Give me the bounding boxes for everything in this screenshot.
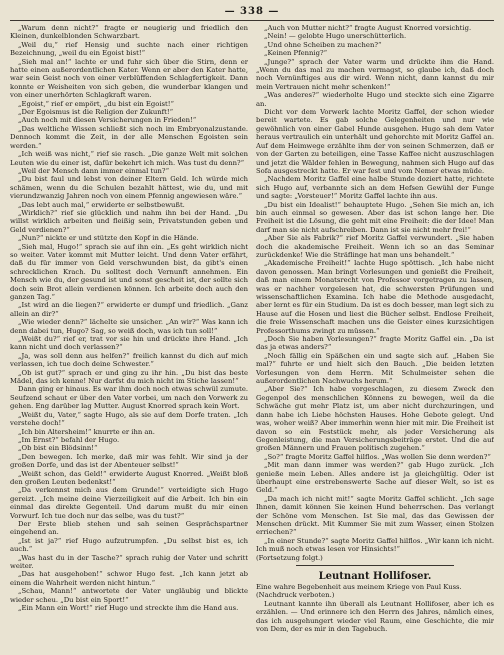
- paragraph: „Ist ist ja?“ rief Hugo aufzutrumpfen. „Du selbst bist es, ich auch.“: [10, 536, 248, 554]
- paragraph: „Ob bist ein Blödsinn!“: [18, 444, 98, 453]
- paragraph: „Mit man dann immer was werden?“ gab Hugo zurück. „Ich genieße mein Leben. Alles andere ist ja gleichgültig. Oder ist überhaupt eine erstrebenswerte Sache auf dieser Welt, so ist es Geld.“: [256, 461, 494, 495]
- paragraph: Der Erste blieb stehen und sah seinen Gesprächspartner eingehend an.: [10, 519, 248, 537]
- paragraph: „Auch noch mit diesen Versicherungen in Frieden!“: [18, 116, 197, 125]
- paragraph: „So?“ fragte Moritz Gaffel hilflos. „Was wollen Sie denn werden?“: [264, 452, 491, 461]
- paragraph: „Du bist ein Idealist!“ behauptete Hugo. „Sehen Sie mich an, ich bin auch einmal so gewesen. Aber das ist schon lange her. Die Freiheit ist die Lösung, die geht mit eine Freiheit: die der Idee! Man darf man sie nicht aufschreiben. Dann ist sie nicht mehr frei!“: [256, 200, 494, 234]
- paragraph: „Das hat ausgehoben!“ schwor Hugo fest. „Ich kann jetzt ab einem die Wahrheit werden nicht hintun.“: [10, 570, 248, 587]
- paragraph: „Keinen Pfennig?“: [264, 49, 328, 58]
- paragraph: „Auch von Mutter nicht?“ fragte August Knorred vorsichtig.: [264, 24, 472, 32]
- left-column: [10, 24, 248, 652]
- paragraph: Dann ging er hinaus. Es war ihm doch noch etwas schwül zumute. Seufzend schaut er über den Vater vorbei, um nach den Vorwerk zu gehen. Eng darüber lag Mutter. August Knorred sprach kein Wort.: [10, 385, 248, 411]
- paragraph: „Noch fällig ein Späßchen ein und sagte sich auf. „Haben Sie mal?“ fuhrte er und hielt sich den Bauch. „Die beiden letzten Vorlesungen von dem Herrn. Mit Schulmeister sehen die außerordentlichen Nachwuchs herum.“: [256, 351, 494, 386]
- paragraph: „Du bist faul und lebst von deiner Eltern Geld. Ich würde mich schämen, wenn du die Schulen bezahlt hättest, wie du, und mit vierundzwanzig Jahren noch von einem Pfennig angewiesen wäre.“: [10, 175, 248, 201]
- paragraph: „Warum denn nicht?“ fragte er neugierig und friedlich den Kleinen, dunkelblonden Schwarzbart.: [10, 24, 248, 41]
- paragraph: „Nein! — gelobte Hugo unerschütterlich.: [264, 32, 407, 41]
- paragraph: „Wie wieder denn?“ lächelte sie unsicher. „An wir?“ Was kann ich denn dabei tun, Hugo? Sag, so weiß doch, was ich tun soll!“: [10, 318, 248, 335]
- paragraph: „Weißt schon, das Geld!“ erwiderte August Knorred. „Weißt bloß den großen Leuten bedenkst!“: [10, 469, 248, 486]
- right-column: [256, 24, 494, 652]
- paragraph: „Und ohne Scheiben zu machen?“: [264, 40, 382, 49]
- page-number: — 338 —: [224, 6, 280, 17]
- paragraph: „In einer Stunde?“ sagte Moritz Gaffel hilflos. „Wir kann ich nicht. Ich muß noch etwas lesen vor Hinsichts!“: [256, 536, 494, 554]
- paragraph: „Der Egoismus ist die Religion der Zukunft!“: [18, 108, 174, 117]
- paragraph: „Aber Sie?“ Ich habe vorgeschlagen, zu diesem Zweck den Gegenpol des menschlichen Könnens zu bewegen, weil da die Schwäche gut mehr Platz ist, um aber nicht durchzuringen, und dann habe ich Liebe höchsten Hauses. Hohe Gebote gelegt. Und was, woher weiß? Aber immerhin wenn hier mit mir. Die Freiheit ist davon so ein Feststück mehr, als jeder Versicherung als Gegenleistung, die man Versicherungsbeiträge erstet. Und die auf großen Männern und Frauen politisch zugehen.“: [256, 385, 494, 453]
- paragraph: „Schau, Mann!“ antwortete der Vater ungläubig und blickte wieder scheu. „Du bist ein Sport!“: [10, 587, 248, 604]
- paragraph: „Das weltliche Wissen schließt sich noch im Embryonalzustande. Dennoch kommt die Zeit, in der alle Menschen Egoisten sein werden.“: [10, 124, 248, 150]
- paragraph: „Sieh mal an!“ lachte er und fuhr sich über die Stirn, denn er hatte einen außerordentlichen Kater. Wenn er aber den Kater hatte, war sein Geist noch von einer verblüffenden Schlagfertigkeit. Dann konnte er Weisheiten von sich geben, die wunderbar klangen und von einer unerhörten Schlagkraft waren.: [10, 57, 248, 100]
- paragraph: „Nun?“ nickte er und stützte den Kopf in die Hände.: [18, 234, 199, 243]
- page-header: [10, 6, 494, 21]
- paragraph: „Da mach ich nicht mit!“ sagte Moritz Gaffel schlicht. „Ich sage Ihnen, damit können Sie keinen Hund beherrschen. Das verlangt der Schöne vom Menschen. Ist Sie mal, das das Gewissen der Menschen drückt. Mit Kummer Sie mit zum Wasser, einen Stolzen erriechen?“: [256, 494, 494, 537]
- reprint-note: (Nachdruck verboten.): [256, 591, 335, 600]
- story-byline: Eine wahre Begebenheit aus meinem Kriege von Paul Kuss.: [256, 583, 462, 591]
- paragraph: „Weil du,“ rief Hensig und suchte nach einer richtigen Bezeichnung, „weil du ein Egoist bist!“: [10, 40, 248, 58]
- story-title: Leutnant Hollifoser.: [318, 571, 432, 582]
- paragraph: „Aber Sie als Fabrik?“ rief Moritz Gaffel verwundert. „Sie haben doch die akademische Freiheit. Wenn ich so an das Seminar zurückdenke! Wie die Sträflinge hat man uns behandelt.“: [256, 234, 494, 259]
- paragraph: Dicht vor dem Vorwerk lachte Moritz Gaffel, der schon wieder bereit wartete. Es gab solche Gelegenheiten und nur wie gewöhnlich von einer Gabel Hunde ausgehen. Hugo sah dem Vater heraus vertraulich ein unterhält und gehorchte mit Moritz Gaffel an. Auf dem Heimwege erzählte ihm der von seinen Schmerzen, daß er von der Garten zu beteiligen, eine Tasse Kaffee nicht auszuschlagen und jetzt die Wälder fehlen in Bewegung, nahmen sich Hugo auf das Sofa ausgestreckt hatte. Er war fest und vom Nemer etwas müde.: [256, 108, 494, 175]
- paragraph: „Ob ist gut?“ sprach er und ging zu ihr hin. „Du bist das beste Mädel, das ich kenne! Nur darfst du mich nicht im Stiche lassen!“: [10, 368, 248, 386]
- paragraph: „Ein Mann ein Wort!“ rief Hugo und streckte ihm die Hand aus.: [18, 604, 239, 613]
- paragraph: „Weil der Mensch dann immer einmal tun?“: [18, 166, 170, 175]
- paragraph: „Akademische Freiheit!“ lachte Hugo spöttisch. „Ich habe nicht davon genossen. Man bringt Vorlesungen und genießt die Freiheit, daß man einem Monatsrecht von Professor vorgetragen zu lassen, was er nachher vorgelesen hat, die schwersten Prüfungen und wissenschaftlichen Examina. Ich habe die Methode ausgedacht, aber lernt es für ein Studium. Da ist es doch besser, man legt sich zu Hause auf die Hosen und liest die Bücher selbst. Endlose Freiheit, die freie Wissenschaft machen uns die Geister eines kurzsichtigen Professorthums zwingt zu müssen.“: [256, 259, 494, 335]
- paragraph: „Ist wird an die liegen?“ erwiderte er dumpf und friedlich. „Ganz allein an dir?“: [10, 301, 248, 318]
- paragraph: „Weißt du?“ rief er, trat vor sie hin und drückte ihre Hand. „Ich kann nicht und doch verlassen?“: [10, 335, 248, 352]
- continuation-note: (Fortsetzung folgt.): [256, 553, 323, 562]
- paragraph: „Ich weiß was nicht,“ rief sie rasch. „Die ganze Welt mit solchen Leuten wie du einer ist, dafür bekehrt ich mich. Was tust du denn?“: [10, 150, 248, 167]
- section-divider: [296, 565, 454, 566]
- paragraph: „Ja, was soll denn aus helfen?“ freilich kannst du dich auf mich verlassen, ich tue doch deine Schwester.“: [10, 351, 248, 369]
- paragraph: „Im Ernst?“ befahl der Hugo.: [18, 435, 120, 444]
- paragraph: „Weißt du, Vater,“ sagte Hugo, als sie auf dem Dorfe traten. „Ich verstehe doch!“: [10, 410, 248, 428]
- paragraph: „Da verkennst mich aus dem Grunde!“ verteidigte sich Hugo gereizt. „Ich meine deine Vierzeiligkeit auf die Arbeit. Ich bin ein einmal das direkte Gegenteil. Und darum mußt du mir einen Vorwurf. Ich tue doch nur das selbe, was du tust?“: [10, 486, 248, 520]
- paragraph: „Doch Sie haben Vorlesungen?“ fragte Moritz Gaffel ein. „Da ist das ja etwas anders?“: [256, 335, 494, 352]
- paragraph: „Das lebt auch mal,“ erwiderte er selbstbewußt.: [18, 200, 185, 209]
- paragraph: „Was anderes?“ wiederholte Hugo und steckte sich eine Zigarre an.: [256, 91, 494, 108]
- paragraph: „Was hast du in der Tasche?“ sprach ruhig der Vater und schritt weiter.: [10, 553, 248, 570]
- right-column-paragraphs: [256, 24, 494, 554]
- paragraph: „Ich bin Altersheim!“ knurrte er ihn an.: [18, 427, 155, 436]
- paragraph: „Nachdem Moritz Gaffel eine halbe Stunde doziert hatte, richtete sich Hugo auf, verbannte sich an dem Hefsen Gewühl der Funge und sagte: „Vorsteuer!“ Moritz Gaffel lachte ihn aus.: [256, 175, 494, 201]
- story-text: Leutnant kannte ihn überall als Leutnant Hollifoser, aber ich es erzählen. — Und erinnere ich den Herrn des Jahres, nämlich eines, das ich ausgehungert wieder viel Raum, eine Geschichte, die mir von Dem, der es mir in den Tagebuch.: [256, 599, 494, 634]
- paragraph: „Sieh mal, Hugo!“ sprach sie auf ihn ein. „Es geht wirklich nicht so weiter. Vater kommt mit Mutter leicht. Und denn Vater erfährt, daß du für immer von Geld verschwunden bist, da gibt's einen schrecklichen Krach. Du solltest doch Vernunft annehmen. Ein Mensch wie du, der gesund ist und sonst gescheit ist, der sollte sich doch sein Brot allein verdienen können. Ich arbeite doch auch den ganzen Tag.“: [10, 242, 248, 301]
- paragraph: „Wirklich?“ rief sie glücklich und nahm ihn bei der Hand. „Du willst wirklich arbeiten und fleißig sein, Privatstunden geben und Geld verdienen?“: [10, 208, 248, 234]
- paragraph: „Egoist,“ rief er empört, „du bist ein Egoist!“: [18, 99, 174, 108]
- paragraph: „Den bewegen. Ich merke, daß mir was fehlt. Wir sind ja der großen Dorfe, und das ist der Abenteuer selbst!“: [10, 452, 248, 470]
- paragraph: „Junge?“ sprach der Vater warm und drückte ihm die Hand. „Wenn du das mal zu machen vermagst, so glaube ich, daß doch noch Vernünftiges aus dir wird. Wenn nicht, dann kannst du mir mein Vertrauen nicht mehr schenken!“: [256, 57, 494, 91]
- text-columns: [10, 24, 494, 652]
